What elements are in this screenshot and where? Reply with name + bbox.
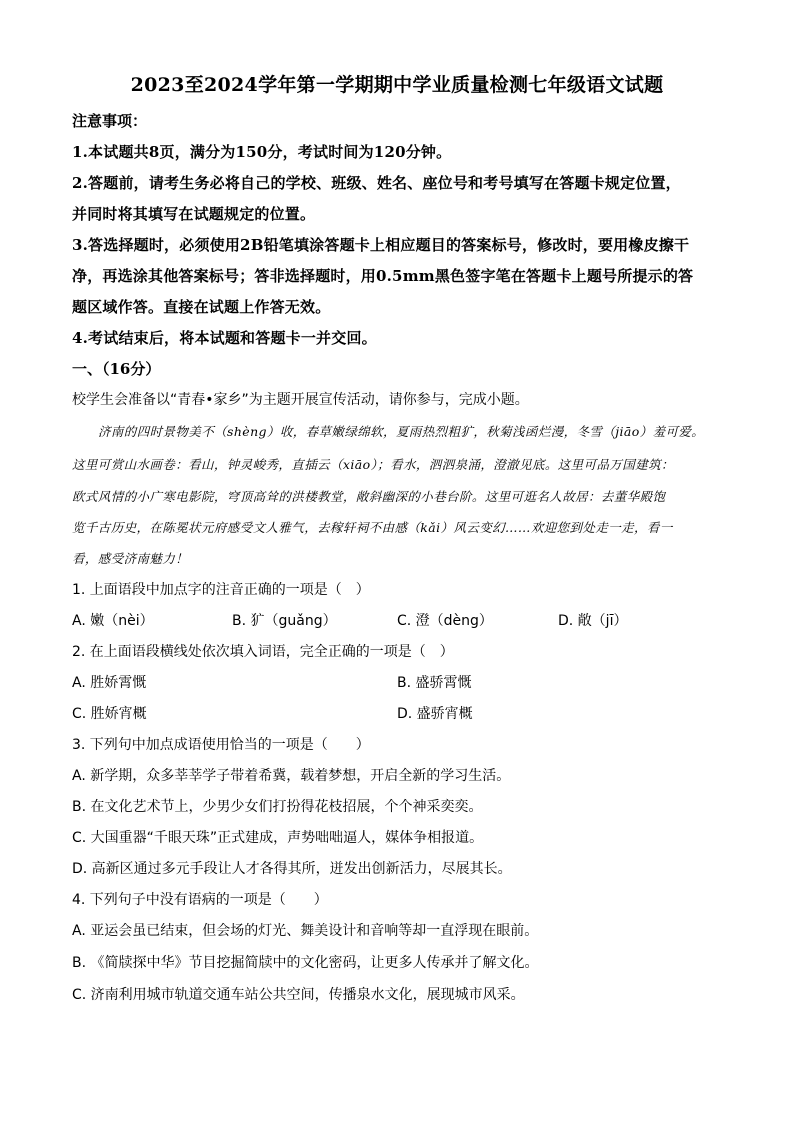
question-3-option-b[interactable]: B. 在文化艺术节上，少男少女们打扮得花枝招展，个个神采奕奕。 xyxy=(72,799,483,815)
question-3-option-a[interactable]: A. 新学期，众多莘莘学子带着希冀，载着梦想，开启全新的学习生活。 xyxy=(72,768,511,784)
question-1-option-c[interactable]: C. 澄（dèng） xyxy=(397,613,493,629)
question-3-option-d[interactable]: D. 高新区通过多元手段让人才各得其所，迸发出创新活力，尽展其长。 xyxy=(72,861,512,877)
question-1-option-d[interactable]: D. 敞（jī） xyxy=(558,613,628,629)
question-4-stem: 4. 下列句子中没有语病的一项是（ ） xyxy=(72,892,328,908)
notice-line-2: 2.答题前，请考生务必将自己的学校、班级、姓名、座位号和考号填写在答题卡规定位置， xyxy=(72,174,681,192)
question-3-stem: 3. 下列句中加点成语使用恰当的一项是（ ） xyxy=(72,737,370,753)
notice-line-6: 题区域作答。直接在试题上作答无效。 xyxy=(72,298,331,316)
question-2-option-a[interactable]: A. 胜娇霄慨 xyxy=(72,675,147,691)
question-2-stem: 2. 在上面语段横线处依次填入词语，完全正确的一项是（ ） xyxy=(72,644,454,660)
page-title: 2023至2024学年第一学期期中学业质量检测七年级语文试题 xyxy=(130,74,664,96)
question-4-option-a[interactable]: A. 亚运会虽已结束，但会场的灯光、舞美设计和音响等却一直浮现在眼前。 xyxy=(72,923,539,939)
question-1-option-a[interactable]: A. 嫩（nèi） xyxy=(72,613,154,629)
question-2-option-b[interactable]: B. 盛骄霄慨 xyxy=(397,675,472,691)
notice-heading: 注意事项： xyxy=(72,112,148,130)
notice-line-3: 并同时将其填写在试题规定的位置。 xyxy=(72,205,316,223)
question-4-option-b[interactable]: B. 《简牍探中华》节目挖掘简牍中的文化密码，让更多人传承并了解文化。 xyxy=(72,955,539,971)
passage-line-2: 这里可赏山水画卷：看山，钟灵峻秀，直插云（xiāo）；看水，泗泗泉涌，澄澈见底。这里可品万国建筑： xyxy=(72,457,674,472)
section-heading: 一、（16分） xyxy=(72,360,161,378)
question-4-option-c[interactable]: C. 济南利用城市轨道交通车站公共空间，传播泉水文化，展现城市风采。 xyxy=(72,987,525,1003)
passage-line-1: 济南的四时景物美不（shèng）收，春草嫩绿绵软，夏雨热烈粗犷，秋菊浅函烂漫，冬雪（jiāo）羞可爱。 xyxy=(98,424,705,439)
passage-line-5: 看，感受济南魅力！ xyxy=(72,551,189,566)
passage-line-3: 欧式风情的小广寒电影院，穹顶高耸的洪楼教堂，敞斜幽深的小巷台阶。这里可逛名人故居：去董华殿饱 xyxy=(72,489,666,504)
notice-line-4: 3.答选择题时，必须使用2B铅笔填涂答题卡上相应题目的答案标号，修改时，要用橡皮擦干 xyxy=(72,236,690,254)
question-3-option-c[interactable]: C. 大国重器“千眼天珠”正式建成，声势咄咄逼人，媒体争相报道。 xyxy=(72,830,484,846)
notice-line-5: 净，再选涂其他答案标号；答非选择题时，用0.5mm黑色签字笔在答题卡上题号所提示的答 xyxy=(72,267,694,285)
passage-line-4: 览千古历史，在陈冕状元府感受文人雅气，去稼轩祠不由感（kǎi）风云变幻……欢迎您到处走一走，看一 xyxy=(72,520,673,535)
question-2-option-c[interactable]: C. 胜娇宵概 xyxy=(72,706,147,722)
question-1-option-b[interactable]: B. 犷（guǎng） xyxy=(232,613,337,629)
question-1-stem: 1. 上面语段中加点字的注音正确的一项是（ ） xyxy=(72,582,370,598)
notice-line-1: 1.本试题共8页，满分为150分，考试时间为120分钟。 xyxy=(72,143,452,161)
section-intro: 校学生会准备以“青春•家乡”为主题开展宣传活动，请你参与，完成小题。 xyxy=(72,392,529,408)
question-2-option-d[interactable]: D. 盛骄宵概 xyxy=(397,706,473,722)
notice-line-7: 4.考试结束后，将本试题和答题卡一并交回。 xyxy=(72,329,377,347)
